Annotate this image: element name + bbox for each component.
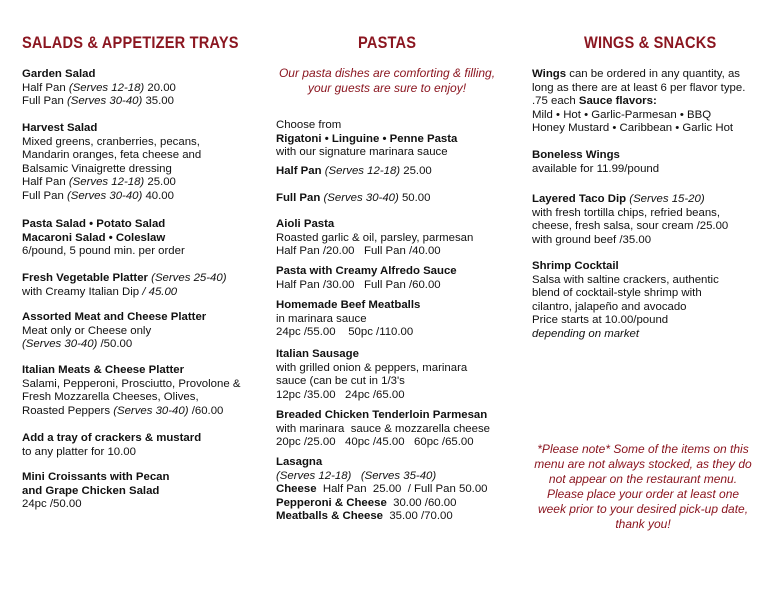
lasagna: Lasagna (Serves 12-18) (Serves 35-40) Cheese Half Pan 25.00 / Full Pan 50.00 Pepperoni & Cheese 30.00 /60.00 Meatballs & Cheese 35.00 /70.00	[276, 456, 488, 523]
choose-pasta: Choose from Rigatoni • Linguine • Penne Pasta with our signature marinara sauce	[276, 119, 458, 159]
salads-heading: SALADS & APPETIZER TRAYS	[22, 33, 239, 52]
chicken-parmesan: Breaded Chicken Tenderloin Parmesan with marinara sauce & mozzarella cheese 20pc /25.00 40pc /45.00 60pc /65.00	[276, 409, 490, 449]
vegetable-platter: Fresh Vegetable Platter (Serves 25-40) with Creamy Italian Dip / 45.00	[22, 272, 227, 298]
wings-item: Wings can be ordered in any quantity, as long as there are at least 6 per flavor type. .75 each Sauce flavors: Mild • Hot • Garlic-Parmesan • BBQ Honey Mustard • Caribbean • Garlic Hot	[532, 68, 746, 135]
garden-salad: Garden Salad Half Pan (Serves 12-18) 20.00 Full Pan (Serves 30-40) 35.00	[22, 68, 176, 108]
alfredo-pasta: Pasta with Creamy Alfredo Sauce Half Pan /30.00 Full Pan /60.00	[276, 265, 457, 291]
boneless-wings: Boneless Wings available for 11.99/pound	[532, 149, 660, 175]
crackers-tray: Add a tray of crackers & mustard to any platter for 10.00	[22, 432, 202, 458]
order-note: *Please note* Some of the items on this menu are not always stocked, as they do not appear on the restaurant menu. Please place your order at least one week prior to your desired pick-up date, thank you!	[534, 442, 752, 531]
mini-croissants: Mini Croissants with Pecan and Grape Chicken Salad 24pc /50.00	[22, 471, 170, 511]
italian-sausage: Italian Sausage with grilled onion & peppers, marinara sauce (can be cut in 1/3's 12pc /35.00 24pc /65.00	[276, 348, 468, 401]
pasta-half-pan: Half Pan (Serves 12-18) 25.00	[276, 165, 432, 177]
aioli-pasta: Aioli Pasta Roasted garlic & oil, parsley, parmesan Half Pan /20.00 Full Pan /40.00	[276, 218, 474, 258]
beef-meatballs: Homemade Beef Meatballs in marinara sauce 24pc /55.00 50pc /110.00	[276, 299, 421, 339]
wings-heading: WINGS & SNACKS	[584, 33, 717, 52]
pasta-full-pan: Full Pan (Serves 30-40) 50.00	[276, 192, 431, 204]
pastas-intro: Our pasta dishes are comforting & filling, your guests are sure to enjoy!	[278, 66, 496, 95]
shrimp-cocktail: Shrimp Cocktail Salsa with saltine crackers, authentic blend of cocktail-style shrimp with cilantro, jalapeño and avocado Price starts at 10.00/pound depending on market	[532, 260, 719, 340]
taco-dip: Layered Taco Dip (Serves 15-20) with fresh tortilla chips, refried beans, cheese, fresh salsa, sour cream /25.00 with ground beef /35.00	[532, 193, 729, 246]
italian-platter: Italian Meats & Cheese Platter Salami, Pepperoni, Prosciutto, Provolone & Fresh Mozzarella Cheeses, Olives, Roasted Peppers (Serves 30-40) /60.00	[22, 364, 241, 417]
harvest-salad: Harvest Salad Mixed greens, cranberries, pecans, Mandarin oranges, feta cheese and Balsamic Vinaigrette dressing Half Pan (Serves 12-18) 25.00 Full Pan (Serves 30-40) 40.00	[22, 122, 202, 202]
pastas-heading: PASTAS	[358, 33, 417, 52]
meat-cheese-platter: Assorted Meat and Cheese Platter Meat only or Cheese only (Serves 30-40) /50.00	[22, 311, 207, 351]
pasta-salad: Pasta Salad • Potato Salad Macaroni Salad • Coleslaw 6/pound, 5 pound min. per order	[22, 218, 185, 258]
